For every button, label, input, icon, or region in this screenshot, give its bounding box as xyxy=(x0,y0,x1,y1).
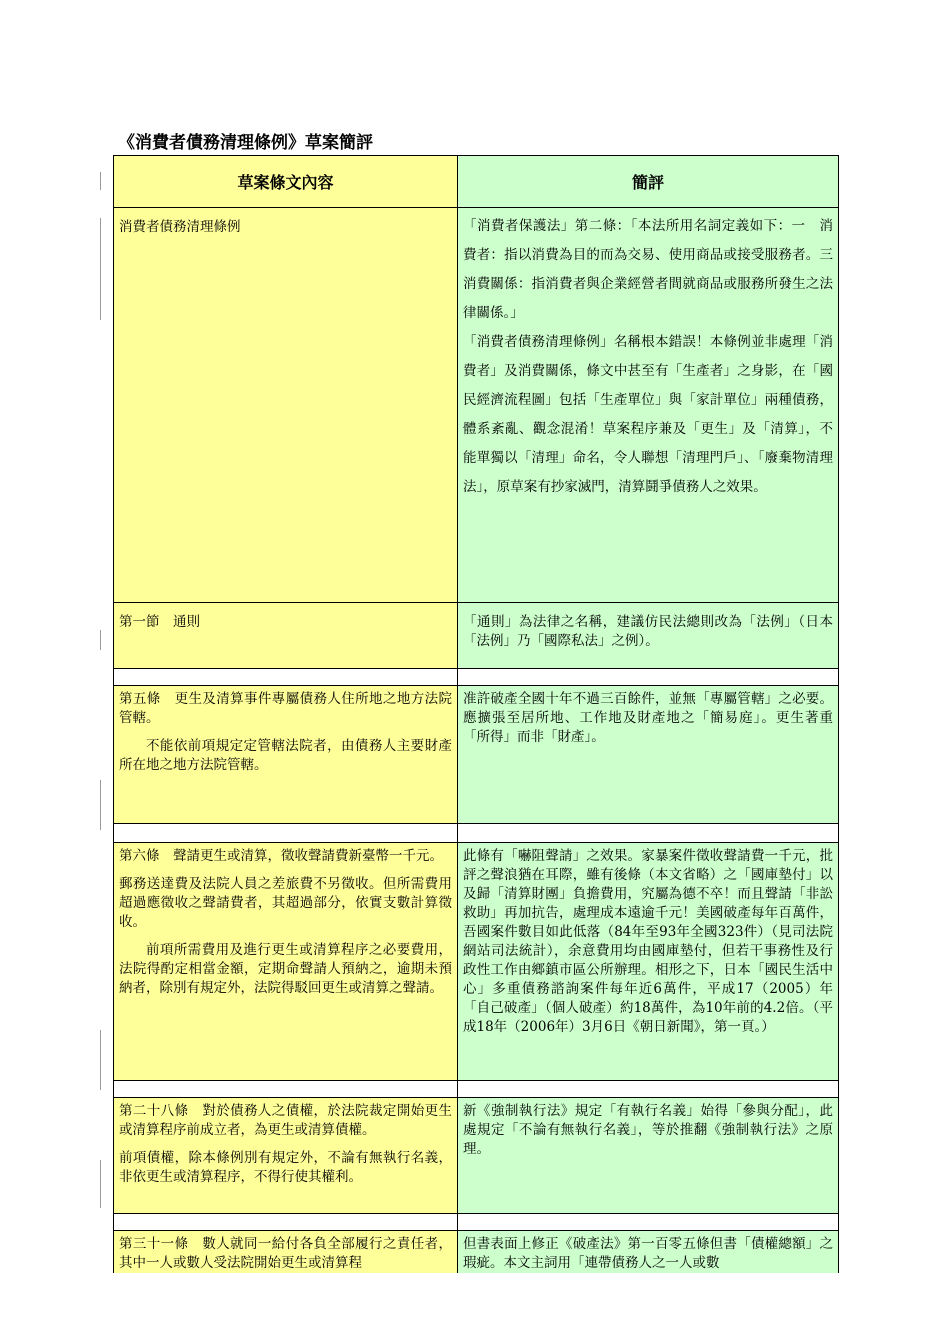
comment-text: 「消費者債務清理條例」名稱根本錯誤！本條例並非處理「消費者」及消費關係，條文中甚至有「生產者」之身影，在「國民經濟流程圖」包括「生產單位」與「家計單位」兩種債務，體系紊亂、觀念混淆！草案程序兼及「更生」及「清算」，不能單獨以「清理」命名，令人聯想「清理門戶」、「廢棄物清理法」，原草案有抄家滅門，清算鬪爭債務人之效果。 xyxy=(463,334,833,495)
comment-cell xyxy=(458,1231,839,1274)
draft-text: 前項債權，除本條例別有規定外，不論有無執行名義，非依更生或清算程序，不得行使其權利。 xyxy=(119,1150,452,1185)
draft-text: 第二十八條 對於債務人之債權，於法院裁定開始更生或清算程序前成立者，為更生或清算債權。 xyxy=(119,1103,452,1138)
left-margin-rule xyxy=(100,1160,101,1208)
draft-cell xyxy=(114,1098,458,1214)
comment-cell xyxy=(458,686,839,824)
comment-text: 「通則」為法律之名稱，建議仿民法總則改為「法例」（日本「法例」乃「國際私法」之例）。 xyxy=(463,614,833,649)
left-margin-rule xyxy=(100,1030,101,1090)
draft-cell xyxy=(114,1231,458,1274)
document-title: 《消費者債務清理條例》草案簡評 xyxy=(118,133,373,153)
table-gap xyxy=(114,824,839,843)
table-row xyxy=(114,603,839,669)
table-gap xyxy=(114,1081,839,1098)
left-margin-rule xyxy=(100,780,101,830)
draft-text: 第五條 更生及清算事件專屬債務人住所地之地方法院管轄。 xyxy=(119,691,452,726)
draft-cell xyxy=(114,208,458,603)
comment-text: 此條有「嚇阻聲請」之效果。家暴案件徵收聲請費一千元，批評之聲浪猶在耳際，雖有後條（本文省略）之「國庫墊付」以及歸「清算財團」負擔費用，究屬為德不卒！而且聲請「非訟救助」再加抗告，處理成本遠逾千元！美國破產每年百萬件，吾國案件數目如此低落（84年至93年全國323件）（見司法院網站司法統計），余意費用均由國庫墊付，但若干事務性及行政性工作由鄉鎮市區公所辦理。相形之下，日本「國民生活中心」多重債務諮詢案件每年近6萬件，平成17（2005）年「自己破產」（個人破產）約18萬件，為10年前的4.2倍。（平成18年（2006年）3月6日《朝日新聞》，第一頁。） xyxy=(463,848,833,1035)
draft-text: 第三十一條 數人就同一給付各負全部履行之責任者，其中一人或數人受法院開始更生或清算程 xyxy=(119,1236,452,1271)
draft-text: 前項所需費用及進行更生或清算程序之必要費用，法院得酌定相當金額，定期命聲請人預納之，逾期未預納者，除別有規定外，法院得駁回更生或清算之聲請。 xyxy=(119,942,452,996)
draft-text: 郵務送達費及法院人員之差旅費不另徵收。但所需費用超過應徵收之聲請費者，其超過部分，依實支數計算徵收。 xyxy=(119,876,452,930)
draft-cell xyxy=(114,686,458,824)
table-header-row xyxy=(114,156,839,208)
table-row xyxy=(114,208,839,603)
comment-text: 但書表面上修正《破產法》第一百零五條但書「債權總額」之瑕疵。本文主詞用「連帶債務人之一人或數 xyxy=(463,1236,833,1271)
left-margin-rule xyxy=(100,218,101,320)
comment-text: 新《強制執行法》規定「有執行名義」始得「參與分配」，此處規定「不論有無執行名義」，等於推翻《強制執行法》之原理。 xyxy=(463,1103,833,1157)
draft-text: 第六條 聲請更生或清算，徵收聲請費新臺幣一千元。 xyxy=(119,848,443,864)
left-margin-rule xyxy=(100,630,101,650)
table-row xyxy=(114,1231,839,1274)
draft-text: 消費者債務清理條例 xyxy=(119,219,241,235)
header-comment: 簡評 xyxy=(458,156,839,208)
comment-cell xyxy=(458,1098,839,1214)
table-gap xyxy=(114,1214,839,1231)
table-row xyxy=(114,843,839,1081)
comment-cell xyxy=(458,843,839,1081)
table-row xyxy=(114,1098,839,1214)
comment-cell xyxy=(458,208,847,603)
left-margin-rule xyxy=(100,172,101,190)
draft-text: 不能依前項規定定管轄法院者，由債務人主要財產所在地之地方法院管轄。 xyxy=(119,738,452,773)
draft-text: 第一節 通則 xyxy=(119,614,200,630)
draft-cell xyxy=(114,843,458,1081)
review-table xyxy=(113,155,847,1273)
comment-cell xyxy=(458,603,839,669)
comment-text: 「消費者保護法」第二條：「本法所用名詞定義如下：一 消費者：指以消費為目的而為交易、使用商品或接受服務者。三 消費關係：指消費者與企業經營者間就商品或服務所發生之法律關係。」 xyxy=(463,218,847,321)
header-draft-text: 草案條文內容 xyxy=(114,156,458,208)
comment-text: 准許破產全國十年不過三百餘件，並無「專屬管轄」之必要。應擴張至居所地、工作地及財產地之「簡易庭」。更生著重「所得」而非「財產」。 xyxy=(463,691,833,745)
table-row xyxy=(114,686,839,824)
table-gap xyxy=(114,669,839,686)
draft-cell xyxy=(114,603,458,669)
